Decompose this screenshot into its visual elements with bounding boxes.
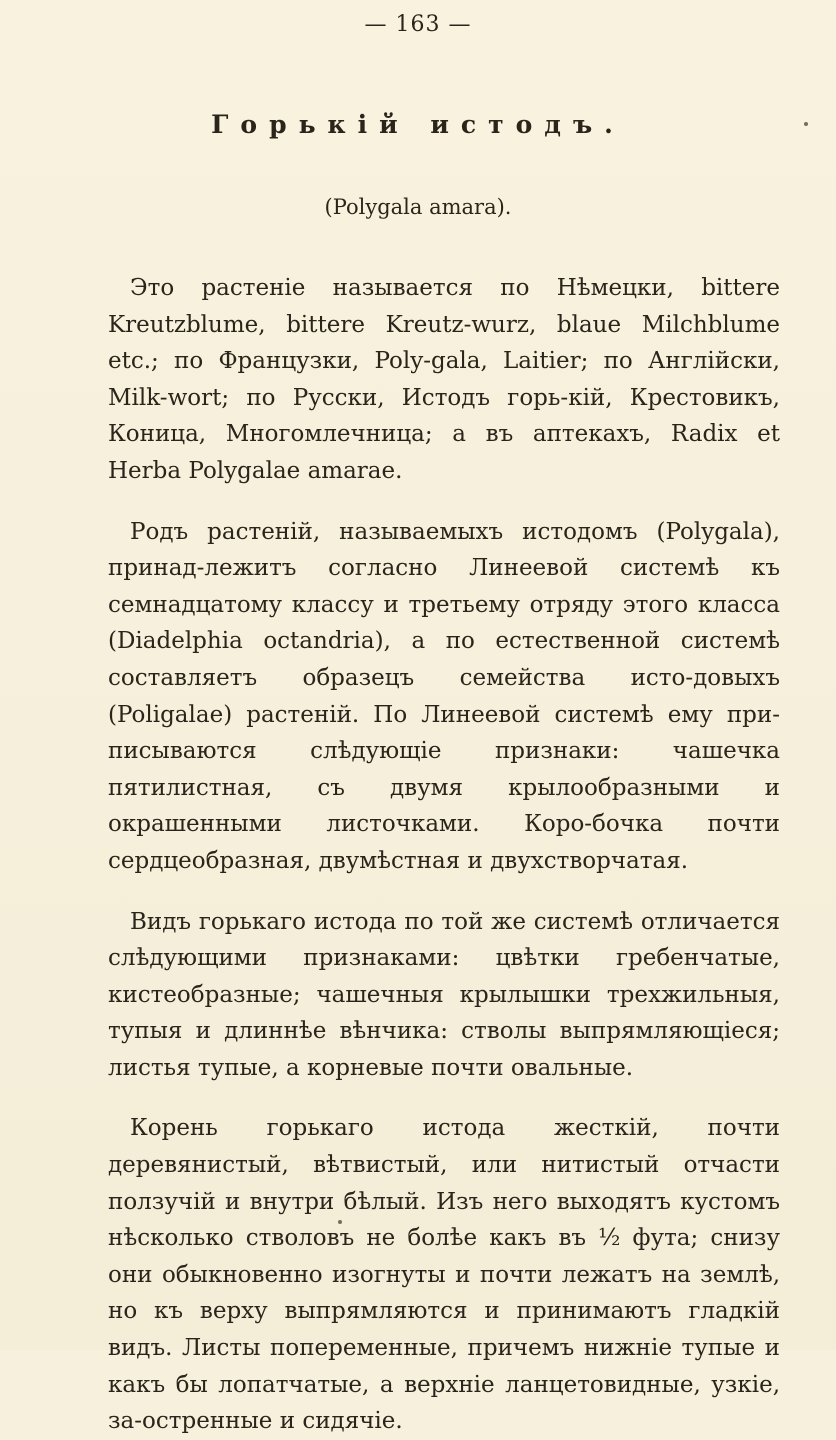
- article-body: [108, 270, 780, 1440]
- paragraph-naming: Это растеніе называется по Нѣмецки, bittere Kreutzblume, bittere Kreutz-wurz, blaue Milchblume etc.; по Французки, Poly-gala, Laitier; по Англійски, Milk-wort; по Русски, Истодъ горь-кій, Крестовикъ, Коница, Многомлечница; а въ аптекахъ, Radix et Herba Polygalae amarae.: [108, 275, 780, 484]
- latin-name-subtitle: (Polygala amara).: [324, 195, 512, 219]
- page-title: Горькій истодъ.: [211, 110, 625, 139]
- paragraph-root-description: Корень горькаго истода жесткій, почти деревянистый, вѣтвистый, или нитистый отчасти ползучій и внутри бѣлый. Изъ него выходятъ кустомъ нѣсколько стволовъ не болѣе какъ въ ½ фута; снизу они обыкновенно изогнуты и почти лежатъ на землѣ, но къ верху выпрямляются и принимаютъ гладкій видъ. Листы попеременные, причемъ нижніе тупые и какъ бы лопатчатые, а верхніе ланцетовидные, узкіе, за-остренные и сидячіе.: [108, 1115, 780, 1435]
- paragraph-species-traits: Видъ горькаго истода по той же системѣ отличается слѣдующими признаками: цвѣтки гребенчатые, кистеобразные; чашечныя крылышки трехжильныя, тупыя и длиннѣе вѣнчика: стволы выпрямляющіеся; листья тупые, а корневые почти овальные.: [108, 908, 780, 1081]
- print-speck: [804, 122, 808, 126]
- print-speck: [338, 1220, 342, 1224]
- paragraph-classification: Родъ растеній, называемыхъ истодомъ (Polygala), принад-лежитъ согласно Линеевой системѣ къ семнадцатому классу и третьему отряду этого класса (Diadelphia octandria), а по естественной системѣ составляетъ образецъ семейства исто-довыхъ (Poligalae) растеній. По Линеевой системѣ ему при-писываются слѣдующіе признаки: чашечка пятилистная, съ двумя крылообразными и окрашенными листочками. Коро-бочка почти сердцеобразная, двумѣстная и двухстворчатая.: [108, 518, 780, 874]
- page-number: — 163 —: [364, 12, 472, 37]
